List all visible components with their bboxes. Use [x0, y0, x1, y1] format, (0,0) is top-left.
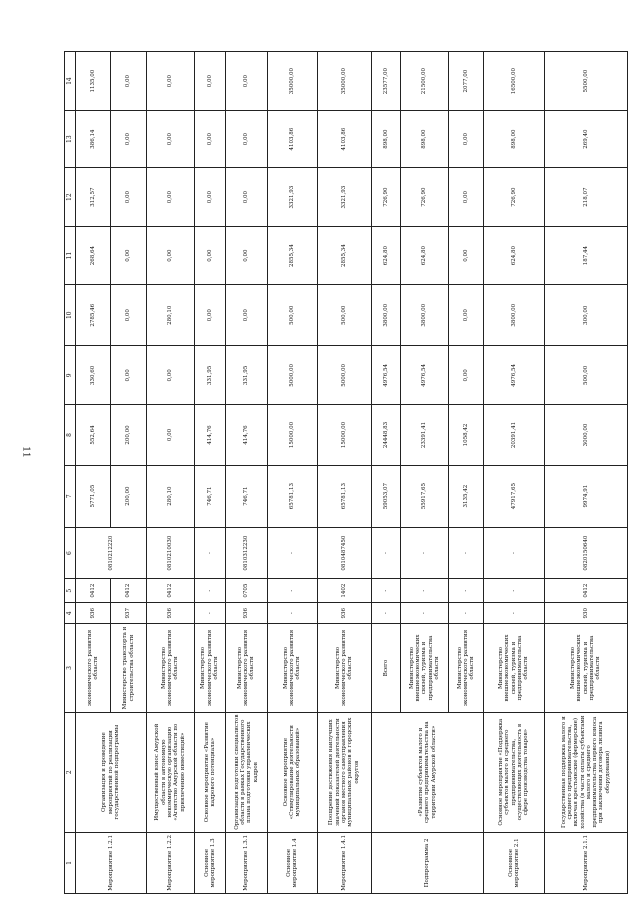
executor: Министерство экономического развития области: [448, 624, 483, 712]
value-cell: 0,00: [225, 111, 267, 168]
row-code: Основное мероприятие 1.3: [194, 832, 225, 893]
value-cell: 16500,00: [484, 52, 544, 111]
value-cell: 4103,86: [267, 111, 317, 168]
value-cell: 500,00: [317, 285, 371, 346]
value-cell: 3800,00: [484, 285, 544, 346]
executor: Министерство экономического развития области: [225, 624, 267, 712]
value-cell: 15000,00: [317, 405, 371, 465]
grbs: -: [371, 602, 400, 623]
csr: 0810487450: [317, 527, 371, 579]
value-cell: 0,00: [448, 168, 483, 227]
document-page: [64, 51, 628, 894]
value-cell: 0,00: [448, 111, 483, 168]
rzpr: -: [371, 579, 400, 603]
value-cell: 2855,34: [267, 227, 317, 285]
executor: Министерство экономического развития области: [267, 624, 317, 712]
value-cell: 2077,00: [448, 52, 483, 111]
value-cell: 59053,07: [371, 465, 400, 527]
csr: -: [267, 527, 317, 579]
header-cell: 3: [65, 624, 76, 712]
value-cell: 0,00: [225, 168, 267, 227]
value-cell: 0,00: [111, 111, 146, 168]
value-cell: 386,14: [76, 111, 111, 168]
csr: 0810210030: [146, 527, 194, 579]
value-cell: 624,80: [400, 227, 448, 285]
rzpr: -: [448, 579, 483, 603]
row-title: Основное мероприятие «Развитие кадрового потенциала»: [194, 712, 225, 832]
value-cell: 4976,54: [484, 346, 544, 405]
value-cell: 330,60: [76, 346, 111, 405]
value-cell: 23391,41: [400, 405, 448, 465]
row-code: Мероприятие 2.1.1: [544, 832, 627, 893]
executor: Министерство транспорта и строительства области: [111, 624, 146, 712]
header-cell: 2: [65, 712, 76, 832]
grbs: 936: [76, 602, 111, 623]
table-row: [484, 52, 544, 894]
header-cell: 5: [65, 579, 76, 603]
row-title: Организация и проведение мероприятий по реализации государственной подпрограммы: [76, 712, 147, 832]
executor: Министерство внешнеэкономических связей, туризма и предпринимательства области: [544, 624, 627, 712]
header-cell: 1: [65, 832, 76, 893]
table-row: [225, 52, 267, 894]
value-cell: 0,00: [194, 227, 225, 285]
value-cell: 0,00: [194, 285, 225, 346]
value-cell: 0,00: [225, 285, 267, 346]
value-cell: 0,00: [146, 346, 194, 405]
row-code: Основное мероприятие 1.4: [267, 832, 317, 893]
grbs: -: [267, 602, 317, 623]
budget-table: [64, 51, 628, 894]
value-cell: 4103,86: [317, 111, 371, 168]
value-cell: 0,00: [146, 52, 194, 111]
csr: 0820150640: [544, 527, 627, 579]
value-cell: 0,00: [146, 405, 194, 465]
row-code: Подпрограмма 2: [371, 832, 483, 893]
csr: -: [484, 527, 544, 579]
value-cell: 0,00: [194, 111, 225, 168]
table-row: [267, 52, 317, 894]
value-cell: 21500,00: [400, 52, 448, 111]
rzpr: 0412: [76, 579, 111, 603]
value-cell: 200,00: [111, 405, 146, 465]
value-cell: 0,00: [194, 168, 225, 227]
table-row: [146, 52, 194, 894]
header-cell: 6: [65, 527, 76, 579]
value-cell: 500,00: [544, 346, 627, 405]
value-cell: 24448,83: [371, 405, 400, 465]
value-cell: 624,80: [484, 227, 544, 285]
table-row: [76, 52, 111, 894]
csr: 0810312230: [225, 527, 267, 579]
row-title: Имущественный взнос Амурской области в автономную некоммерческую организацию «Агентство Амурской области по привлечению инвестиций»: [146, 712, 194, 832]
value-cell: 552,64: [76, 405, 111, 465]
executor: Всего: [371, 624, 400, 712]
header-cell: 7: [65, 465, 76, 527]
value-cell: 331,95: [194, 346, 225, 405]
value-cell: 0,00: [111, 227, 146, 285]
header-cell: 10: [65, 285, 76, 346]
value-cell: 726,90: [371, 168, 400, 227]
row-title: Поощрение достижения наилучших значений показателей деятельности органов местного самоуправления муниципальных районов и городских округов: [317, 712, 371, 832]
value-cell: 3000,00: [544, 405, 627, 465]
grbs: 937: [111, 602, 146, 623]
value-cell: 624,80: [371, 227, 400, 285]
csr: 0810212220: [76, 527, 147, 579]
row-code: Мероприятие 1.2.2: [146, 832, 194, 893]
value-cell: 47917,65: [484, 465, 544, 527]
page-number: 11: [20, 446, 31, 458]
header-cell: 9: [65, 346, 76, 405]
value-cell: 2785,46: [76, 285, 111, 346]
value-cell: 218,07: [544, 168, 627, 227]
grbs: 930: [544, 602, 627, 623]
grbs: -: [484, 602, 544, 623]
value-cell: 5771,05: [76, 465, 111, 527]
rzpr: 0412: [544, 579, 627, 603]
value-cell: 414,76: [225, 405, 267, 465]
table-row: [371, 52, 400, 894]
row-title: «Развитие субъектов малого и среднего предпринимательства на территории Амурской области»: [371, 712, 483, 832]
value-cell: 20391,41: [484, 405, 544, 465]
header-cell: 14: [65, 52, 76, 111]
value-cell: 414,76: [194, 405, 225, 465]
row-code: Мероприятие 1.3.1: [225, 832, 267, 893]
value-cell: 5000,00: [317, 346, 371, 405]
value-cell: 1135,00: [76, 52, 111, 111]
csr: -: [371, 527, 400, 579]
value-cell: 280,10: [146, 465, 194, 527]
value-cell: 55917,65: [400, 465, 448, 527]
executor: Министерство экономического развития области: [146, 624, 194, 712]
rzpr: -: [194, 579, 225, 603]
row-title: Основное мероприятие «Стимулирование деятельности муниципальных образований»: [267, 712, 317, 832]
value-cell: 3135,42: [448, 465, 483, 527]
value-cell: 0,00: [146, 111, 194, 168]
table-row: [317, 52, 371, 894]
value-cell: 331,95: [225, 346, 267, 405]
value-cell: 5500,00: [544, 52, 627, 111]
grbs: 936: [146, 602, 194, 623]
grbs: 936: [225, 602, 267, 623]
value-cell: 1058,42: [448, 405, 483, 465]
value-cell: 312,57: [76, 168, 111, 227]
value-cell: 15000,00: [267, 405, 317, 465]
value-cell: 187,44: [544, 227, 627, 285]
value-cell: 0,00: [194, 52, 225, 111]
header-row: [65, 52, 76, 894]
value-cell: 3800,00: [371, 285, 400, 346]
executor: Министерство экономического развития области: [194, 624, 225, 712]
csr: -: [194, 527, 225, 579]
value-cell: 200,00: [111, 465, 146, 527]
value-cell: 3321,93: [267, 168, 317, 227]
grbs: -: [194, 602, 225, 623]
grbs: 936: [317, 602, 371, 623]
header-cell: 4: [65, 602, 76, 623]
value-cell: 0,00: [111, 168, 146, 227]
rzpr: 0705: [225, 579, 267, 603]
value-cell: 3800,00: [400, 285, 448, 346]
row-code: Мероприятие 1.2.1: [76, 832, 147, 893]
value-cell: 3321,93: [317, 168, 371, 227]
csr: -: [400, 527, 448, 579]
value-cell: 65781,13: [267, 465, 317, 527]
value-cell: 726,90: [484, 168, 544, 227]
value-cell: 268,64: [76, 227, 111, 285]
value-cell: 0,00: [146, 168, 194, 227]
header-cell: 11: [65, 227, 76, 285]
value-cell: 0,00: [111, 285, 146, 346]
value-cell: 746,71: [225, 465, 267, 527]
rzpr: -: [267, 579, 317, 603]
value-cell: 0,00: [448, 285, 483, 346]
rzpr: -: [484, 579, 544, 603]
value-cell: 2855,34: [317, 227, 371, 285]
value-cell: 280,10: [146, 285, 194, 346]
executor: экономического развития области: [76, 624, 111, 712]
value-cell: 5000,00: [267, 346, 317, 405]
row-title: Государственная поддержка малого и среднего предпринимательства, включая крестьянские (фермерские) хозяйства (в части оплаты субъектами малого и среднего предпринимательства первого взноса при заключении договора лизинга оборудования): [544, 712, 627, 832]
value-cell: 269,40: [544, 111, 627, 168]
rzpr: 1402: [317, 579, 371, 603]
header-cell: 12: [65, 168, 76, 227]
value-cell: 746,71: [194, 465, 225, 527]
value-cell: 0,00: [146, 227, 194, 285]
value-cell: 0,00: [225, 52, 267, 111]
value-cell: 35000,00: [267, 52, 317, 111]
row-code: Основное мероприятие 2.1: [484, 832, 544, 893]
rzpr: -: [400, 579, 448, 603]
value-cell: 500,00: [267, 285, 317, 346]
value-cell: 898,00: [371, 111, 400, 168]
row-code: Мероприятие 1.4.1: [317, 832, 371, 893]
grbs: -: [448, 602, 483, 623]
value-cell: 726,90: [400, 168, 448, 227]
header-cell: 8: [65, 405, 76, 465]
value-cell: 4976,54: [400, 346, 448, 405]
table-row: [194, 52, 225, 894]
grbs: -: [400, 602, 448, 623]
value-cell: 0,00: [111, 52, 146, 111]
value-cell: 0,00: [448, 346, 483, 405]
value-cell: 898,00: [484, 111, 544, 168]
value-cell: 0,00: [448, 227, 483, 285]
value-cell: 9974,91: [544, 465, 627, 527]
executor: Министерство внешнеэкономических связей, туризма и предпринимательства области: [484, 624, 544, 712]
value-cell: 300,00: [544, 285, 627, 346]
value-cell: 0,00: [111, 346, 146, 405]
value-cell: 35000,00: [317, 52, 371, 111]
header-cell: 13: [65, 111, 76, 168]
value-cell: 4976,54: [371, 346, 400, 405]
rzpr: 0412: [111, 579, 146, 603]
value-cell: 0,00: [225, 227, 267, 285]
table-row: [544, 52, 627, 894]
executor: Министерство внешнеэкономических связей, туризма и предпринимательства области: [400, 624, 448, 712]
row-title: Организация подготовки специалистов области в рамках Государственного плана подготовки управленческих кадров: [225, 712, 267, 832]
rzpr: 0412: [146, 579, 194, 603]
row-title: Основное мероприятие «Поддержка субъектов малого и среднего предпринимательства, осуществляющих деятельность в сфере производства товаров»: [484, 712, 544, 832]
value-cell: 23577,00: [371, 52, 400, 111]
value-cell: 65781,13: [317, 465, 371, 527]
csr: -: [448, 527, 483, 579]
executor: Министерство экономического развития области: [317, 624, 371, 712]
value-cell: 898,00: [400, 111, 448, 168]
